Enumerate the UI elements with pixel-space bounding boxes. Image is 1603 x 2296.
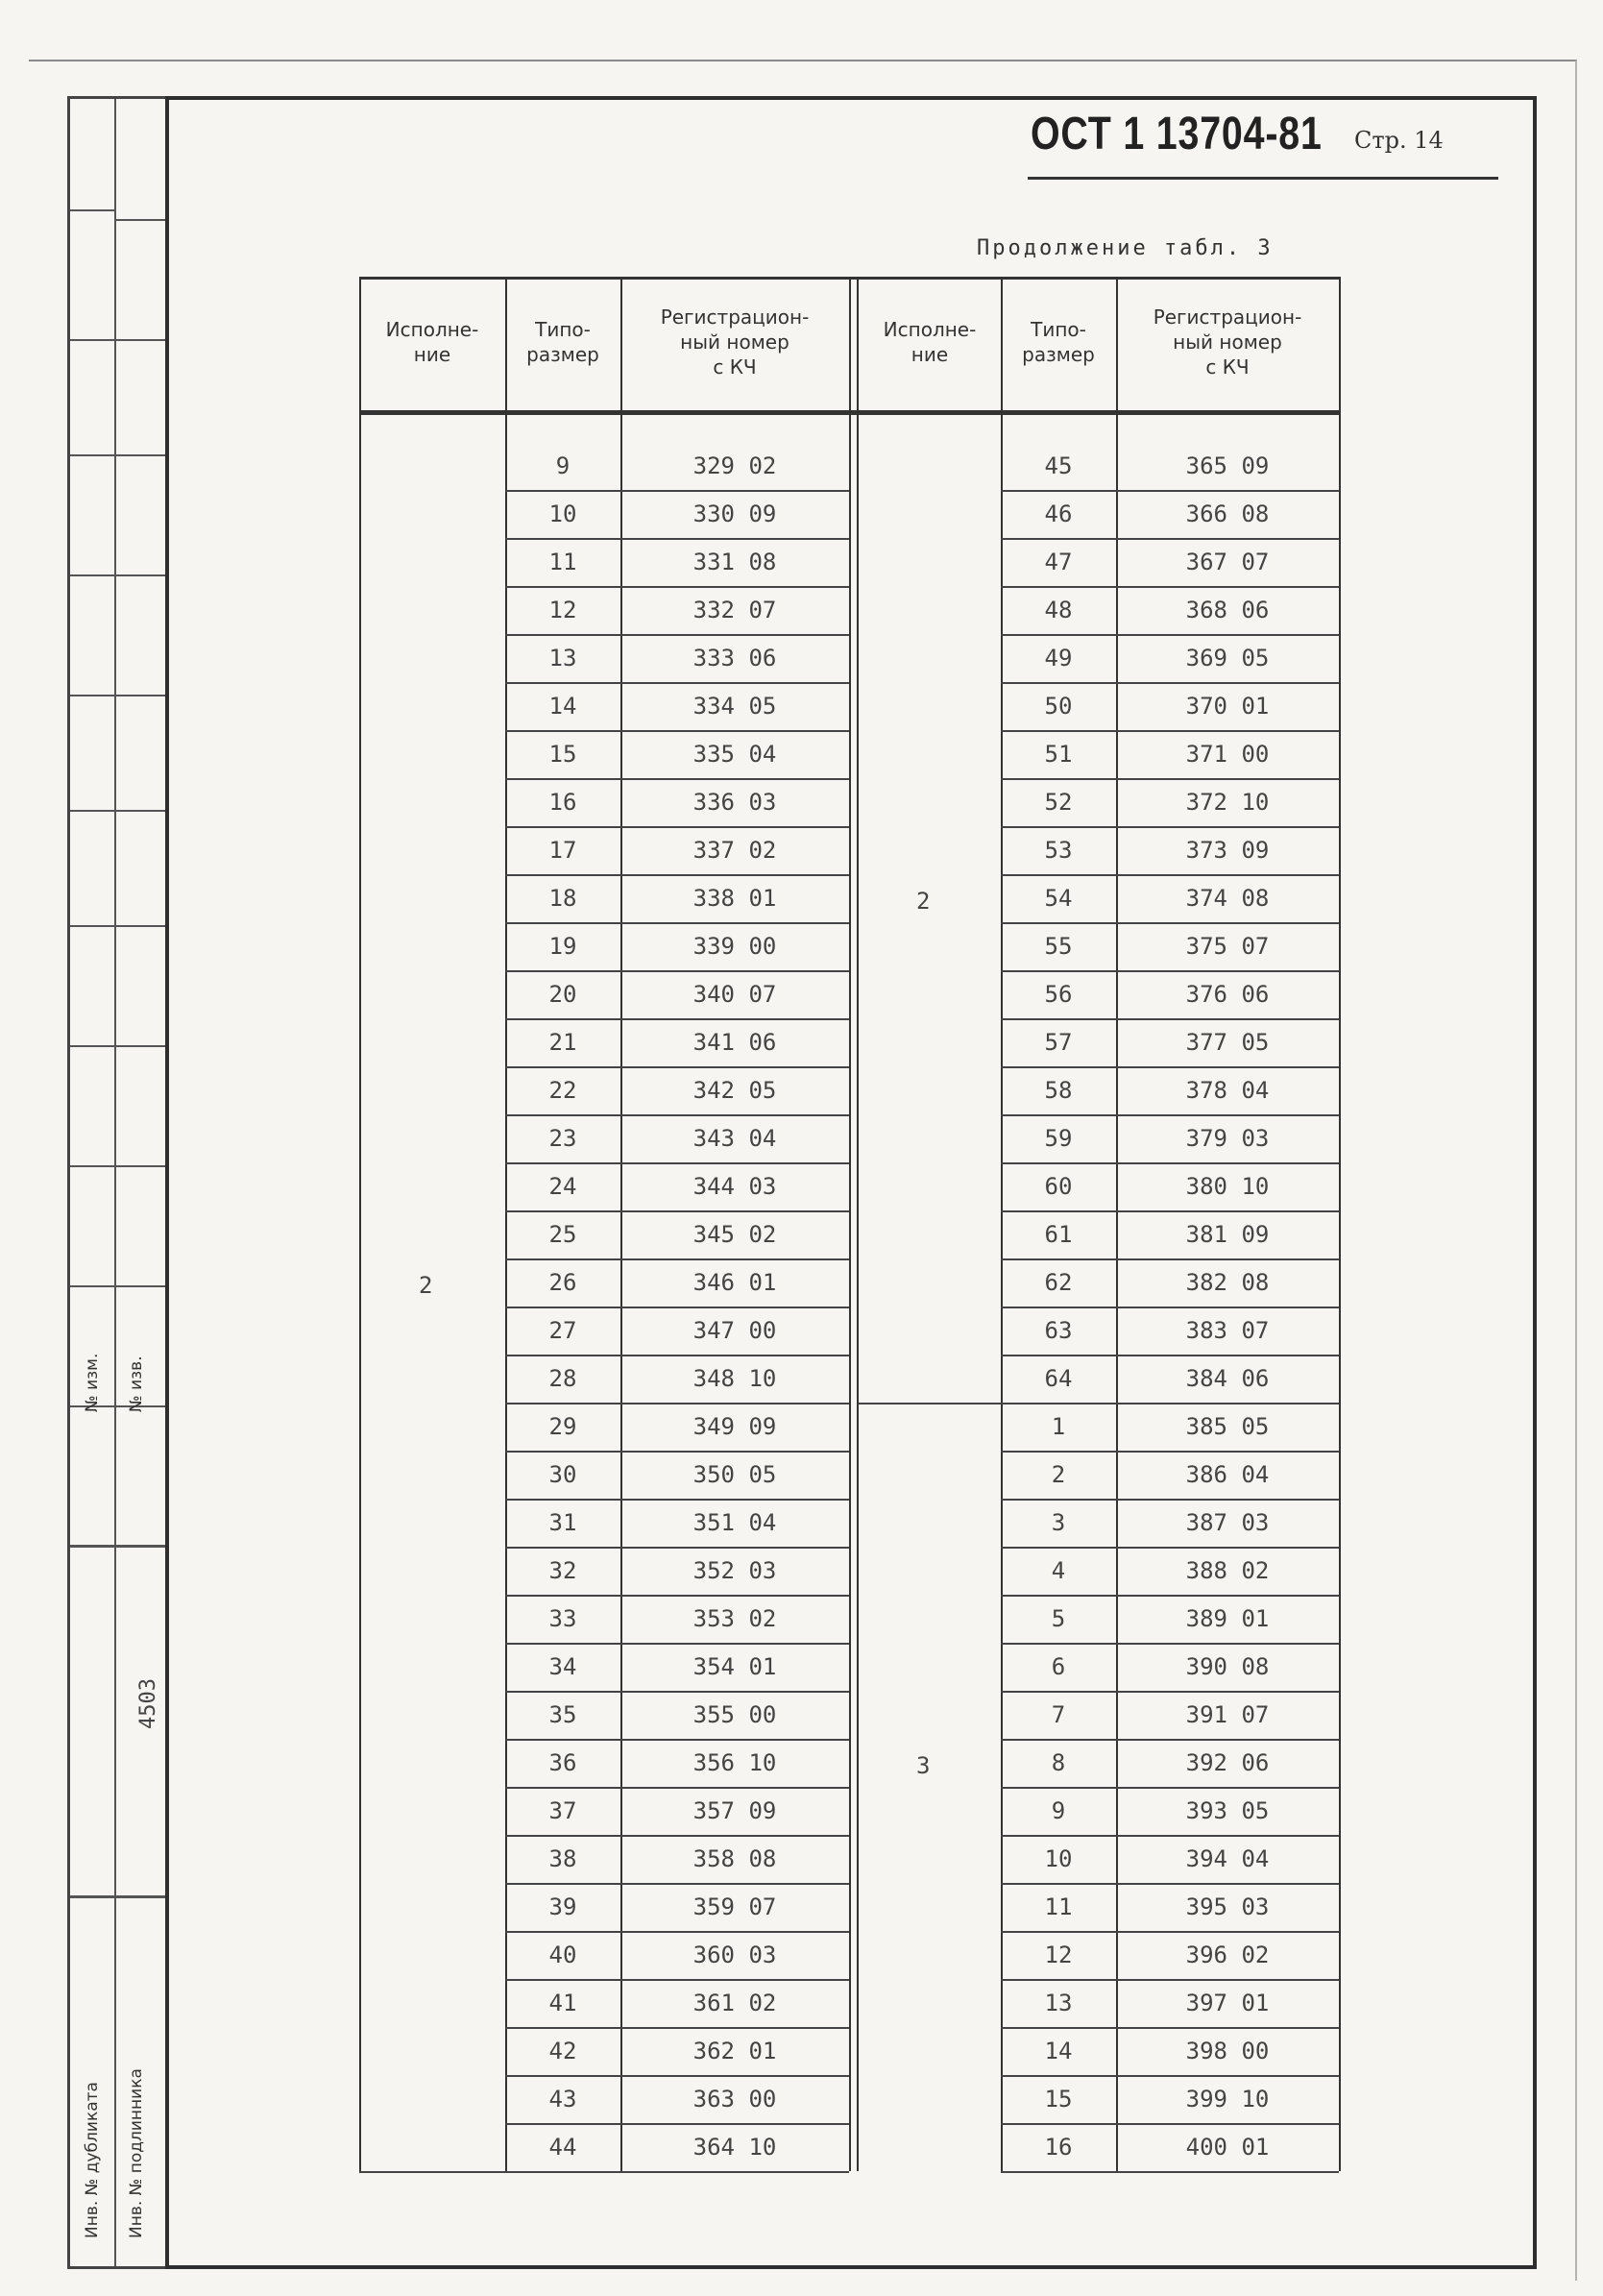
registration-number-cell: 356 10	[692, 1749, 777, 1776]
execution-cell: 2	[419, 1272, 433, 1299]
size-cell: 45	[1044, 452, 1073, 479]
registration-number-cell: 362 01	[692, 2038, 777, 2064]
size-cell: 31	[548, 1509, 577, 1536]
strip-line	[114, 339, 168, 341]
registration-number-cell: 346 01	[692, 1269, 777, 1296]
size-cell: 56	[1044, 981, 1073, 1008]
registration-number-cell: 335 04	[692, 741, 777, 768]
registration-number-cell: 389 01	[1185, 1605, 1270, 1632]
size-cell: 38	[548, 1845, 577, 1872]
size-cell: 21	[548, 1029, 577, 1056]
registration-number-cell: 400 01	[1185, 2134, 1270, 2161]
registration-number-cell: 367 07	[1185, 549, 1270, 575]
size-cell: 55	[1044, 933, 1073, 960]
size-cell: 43	[548, 2086, 577, 2113]
size-cell: 9	[555, 452, 571, 479]
size-cell: 47	[1044, 549, 1073, 575]
size-cell: 13	[1044, 1990, 1073, 2016]
registration-number-cell: 338 01	[692, 885, 777, 912]
registration-number-cell: 398 00	[1185, 2038, 1270, 2064]
size-cell: 50	[1044, 693, 1073, 720]
registration-number-cell: 364 10	[692, 2134, 777, 2161]
size-cell: 29	[548, 1413, 577, 1440]
column-header: Регистрацион- ный номер с КЧ	[1153, 305, 1302, 379]
size-cell: 11	[1044, 1893, 1073, 1920]
size-cell: 35	[548, 1701, 577, 1728]
size-cell: 26	[548, 1269, 577, 1296]
column-header: Исполне- ние	[883, 318, 977, 366]
registration-number-cell: 329 02	[692, 452, 777, 479]
registration-number-cell: 353 02	[692, 1605, 777, 1632]
registration-number-cell: 397 01	[1185, 1990, 1270, 2016]
registration-number-cell: 399 10	[1185, 2086, 1270, 2113]
size-cell: 15	[548, 741, 577, 768]
registration-number-cell: 337 02	[692, 837, 777, 864]
strip-divider	[114, 99, 116, 2266]
registration-number-cell: 366 08	[1185, 501, 1270, 527]
size-cell: 40	[548, 1942, 577, 1968]
registration-number-cell: 370 01	[1185, 693, 1270, 720]
registration-number-cell: 357 09	[692, 1797, 777, 1824]
document-number: 4503	[136, 1678, 160, 1729]
registration-number-cell: 379 03	[1185, 1125, 1270, 1152]
size-cell: 13	[548, 645, 577, 672]
size-cell: 19	[548, 933, 577, 960]
size-cell: 42	[548, 2038, 577, 2064]
registration-number-cell: 347 00	[692, 1317, 777, 1344]
table-column-line	[849, 277, 851, 2171]
size-cell: 12	[548, 597, 577, 623]
registration-number-cell: 372 10	[1185, 789, 1270, 816]
size-cell: 57	[1044, 1029, 1073, 1056]
registration-number-cell: 352 03	[692, 1557, 777, 1584]
registration-number-cell: 348 10	[692, 1365, 777, 1392]
registration-number-cell: 345 02	[692, 1221, 777, 1248]
margin-stamp-strip	[67, 96, 165, 2269]
execution-group-line	[859, 1403, 1001, 1404]
size-cell: 2	[1051, 1461, 1066, 1488]
registration-number-cell: 384 06	[1185, 1365, 1270, 1392]
size-cell: 60	[1044, 1173, 1073, 1200]
size-cell: 39	[548, 1893, 577, 1920]
registration-number-cell: 390 08	[1185, 1653, 1270, 1680]
registration-number-cell: 378 04	[1185, 1077, 1270, 1104]
size-cell: 20	[548, 981, 577, 1008]
standard-designation: ОСТ 1 13704-81	[1031, 109, 1323, 159]
registration-number-cell: 382 08	[1185, 1269, 1270, 1296]
size-cell: 53	[1044, 837, 1073, 864]
strip-line	[70, 695, 168, 696]
registration-number-cell: 394 04	[1185, 1845, 1270, 1872]
size-cell: 44	[548, 2134, 577, 2161]
size-cell: 28	[548, 1365, 577, 1392]
registration-number-cell: 387 03	[1185, 1509, 1270, 1536]
size-cell: 36	[548, 1749, 577, 1776]
size-cell: 15	[1044, 2086, 1073, 2113]
size-cell: 52	[1044, 789, 1073, 816]
change-number-label: № изм.	[83, 1353, 102, 1412]
registration-number-cell: 358 08	[692, 1845, 777, 1872]
registration-number-cell: 355 00	[692, 1701, 777, 1728]
registration-number-cell: 383 07	[1185, 1317, 1270, 1344]
column-header: Регистрацион- ный номер с КЧ	[660, 305, 810, 379]
registration-table	[359, 277, 1339, 2188]
registration-number-cell: 368 06	[1185, 597, 1270, 623]
registration-number-cell: 349 09	[692, 1413, 777, 1440]
registration-number-cell: 381 09	[1185, 1221, 1270, 1248]
registration-number-cell: 330 09	[692, 501, 777, 527]
size-cell: 51	[1044, 741, 1073, 768]
size-cell: 18	[548, 885, 577, 912]
registration-number-cell: 336 03	[692, 789, 777, 816]
registration-number-cell: 344 03	[692, 1173, 777, 1200]
execution-cell: 2	[916, 888, 931, 915]
registration-number-cell: 395 03	[1185, 1893, 1270, 1920]
registration-number-cell: 334 05	[692, 693, 777, 720]
registration-number-cell: 392 06	[1185, 1749, 1270, 1776]
size-cell: 22	[548, 1077, 577, 1104]
size-cell: 14	[1044, 2038, 1073, 2064]
registration-number-cell: 386 04	[1185, 1461, 1270, 1488]
registration-number-cell: 385 05	[1185, 1413, 1270, 1440]
size-cell: 17	[548, 837, 577, 864]
registration-number-cell: 360 03	[692, 1942, 777, 1968]
registration-number-cell: 391 07	[1185, 1701, 1270, 1728]
registration-number-cell: 342 05	[692, 1077, 777, 1104]
size-cell: 4	[1051, 1557, 1066, 1584]
registration-number-cell: 393 05	[1185, 1797, 1270, 1824]
registration-number-cell: 333 06	[692, 645, 777, 672]
size-cell: 46	[1044, 501, 1073, 527]
registration-number-cell: 351 04	[692, 1509, 777, 1536]
registration-number-cell: 396 02	[1185, 1942, 1270, 1968]
registration-number-cell: 361 02	[692, 1990, 777, 2016]
registration-number-cell: 371 00	[1185, 741, 1270, 768]
size-cell: 24	[548, 1173, 577, 1200]
size-cell: 41	[548, 1990, 577, 2016]
duplicate-inventory-label: Инв. № дубликата	[83, 2082, 102, 2238]
registration-number-cell: 359 07	[692, 1893, 777, 1920]
registration-number-cell: 377 05	[1185, 1029, 1270, 1056]
page-number: Стр. 14	[1354, 127, 1444, 154]
header-underline	[1028, 177, 1498, 180]
size-cell: 3	[1051, 1509, 1066, 1536]
registration-number-cell: 354 01	[692, 1653, 777, 1680]
size-cell: 49	[1044, 645, 1073, 672]
registration-number-cell: 341 06	[692, 1029, 777, 1056]
size-cell: 11	[548, 549, 577, 575]
registration-number-cell: 375 07	[1185, 933, 1270, 960]
size-cell: 9	[1051, 1797, 1066, 1824]
strip-line	[70, 1895, 168, 1898]
strip-line	[70, 209, 114, 211]
strip-line	[70, 1165, 168, 1167]
size-cell: 10	[548, 501, 577, 527]
registration-number-cell: 369 05	[1185, 645, 1270, 672]
size-cell: 63	[1044, 1317, 1073, 1344]
registration-number-cell: 388 02	[1185, 1557, 1270, 1584]
registration-number-cell: 373 09	[1185, 837, 1270, 864]
size-cell: 23	[548, 1125, 577, 1152]
size-cell: 61	[1044, 1221, 1073, 1248]
table-row-line	[505, 2171, 849, 2173]
size-cell: 16	[548, 789, 577, 816]
column-header: Исполне- ние	[385, 318, 479, 366]
registration-number-cell: 339 00	[692, 933, 777, 960]
registration-number-cell: 365 09	[1185, 452, 1270, 479]
column-header: Типо- размер	[1022, 318, 1095, 366]
registration-number-cell: 380 10	[1185, 1173, 1270, 1200]
strip-line	[70, 1285, 168, 1287]
strip-line	[70, 339, 114, 341]
table-column-line	[1339, 277, 1341, 2171]
registration-number-cell: 343 04	[692, 1125, 777, 1152]
size-cell: 58	[1044, 1077, 1073, 1104]
registration-number-cell: 350 05	[692, 1461, 777, 1488]
column-header: Типо- размер	[526, 318, 599, 366]
size-cell: 32	[548, 1557, 577, 1584]
strip-line	[70, 574, 168, 576]
size-cell: 37	[548, 1797, 577, 1824]
size-cell: 54	[1044, 885, 1073, 912]
size-cell: 10	[1044, 1845, 1073, 1872]
strip-line	[70, 925, 168, 927]
notice-number-label: № изв.	[127, 1356, 146, 1412]
table-column-line	[857, 277, 859, 2171]
table-row-line	[1001, 2171, 1339, 2173]
size-cell: 8	[1051, 1749, 1066, 1776]
size-cell: 30	[548, 1461, 577, 1488]
registration-number-cell: 332 07	[692, 597, 777, 623]
original-inventory-label: Инв. № подлинника	[127, 2068, 146, 2238]
size-cell: 12	[1044, 1942, 1073, 1968]
size-cell: 59	[1044, 1125, 1073, 1152]
size-cell: 5	[1051, 1605, 1066, 1632]
execution-cell: 3	[916, 1752, 931, 1779]
size-cell: 7	[1051, 1701, 1066, 1728]
registration-number-cell: 331 08	[692, 549, 777, 575]
size-cell: 6	[1051, 1653, 1066, 1680]
size-cell: 1	[1051, 1413, 1066, 1440]
size-cell: 14	[548, 693, 577, 720]
size-cell: 25	[548, 1221, 577, 1248]
size-cell: 48	[1044, 597, 1073, 623]
size-cell: 27	[548, 1317, 577, 1344]
size-cell: 62	[1044, 1269, 1073, 1296]
registration-number-cell: 340 07	[692, 981, 777, 1008]
strip-line	[70, 454, 168, 456]
size-cell: 64	[1044, 1365, 1073, 1392]
size-cell: 34	[548, 1653, 577, 1680]
size-cell: 16	[1044, 2134, 1073, 2161]
strip-line	[114, 219, 168, 221]
strip-line	[70, 1545, 168, 1548]
table-column-line	[359, 277, 361, 2171]
size-cell: 33	[548, 1605, 577, 1632]
registration-number-cell: 374 08	[1185, 885, 1270, 912]
strip-line	[70, 810, 168, 812]
strip-line	[70, 1045, 168, 1047]
registration-number-cell: 363 00	[692, 2086, 777, 2113]
table-continuation-caption: Продолжение табл. 3	[977, 236, 1274, 260]
registration-number-cell: 376 06	[1185, 981, 1270, 1008]
